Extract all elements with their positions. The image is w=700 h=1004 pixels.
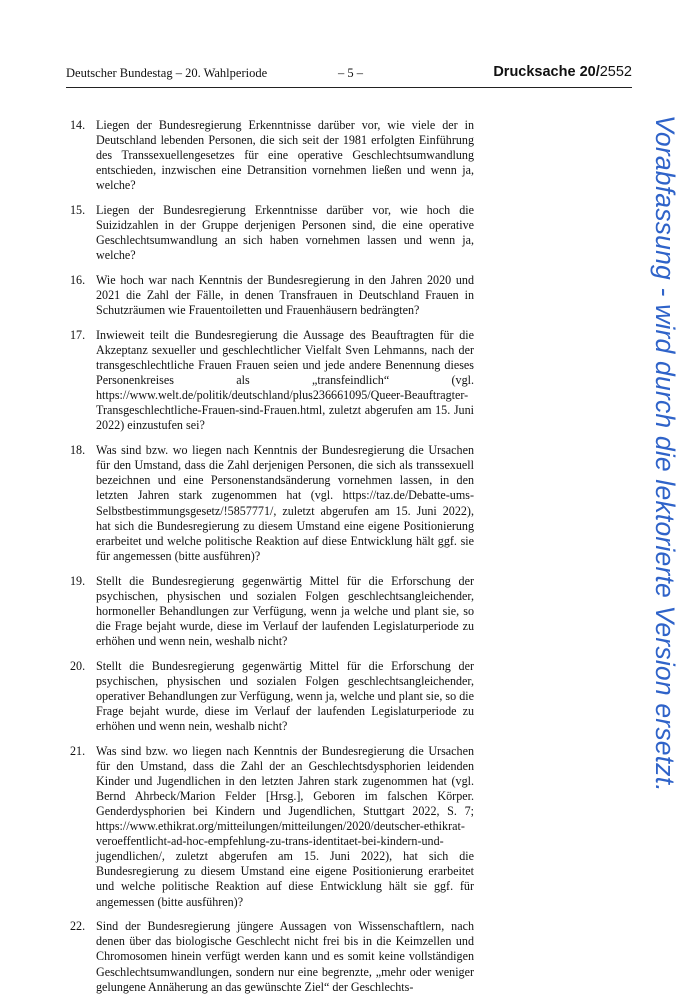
question-text: Stellt die Bundesregierung gegenwärtig Mittel für die Erforschung der psychischen, physischen und sozialen Folgen geschlechtsangleichender, hormoneller Behandlungen zur Verfügung, wenn ja welche und plant sie, so die Frage bejaht wurde, diese im Verlauf der laufenden Legislaturperiode zu erhöhen und wenn nein, weshalb nicht? [96,573,474,648]
page-header [66,66,632,88]
question-item [70,919,474,994]
header-document-label: Drucksache 20/ [493,64,600,80]
question-text: Sind der Bundesregierung jüngere Aussagen von Wissenschaftlern, nach denen über das biologische Geschlecht nicht frei bis in die Keimzellen und Chromosomen hinein verfügt werden kann und es somit keine vollständigen Geschlechtsumwandlungen, sondern nur eine begrenzte, „mehr oder weniger gelungene Annäherung an das gewünschte Ziel“ der Geschlechts- [96,919,474,994]
question-item [70,328,474,434]
question-item [70,118,474,193]
header-publication: Deutscher Bundestag – 20. Wahlperiode [66,66,268,80]
header-document-number: 2552 [599,64,632,80]
question-text: Wie hoch war nach Kenntnis der Bundesregierung in den Jahren 2020 und 2021 die Zahl der Fälle, in denen Transfrauen in Deutschland Frauen in Schutzräumen wie Frauentoiletten und Frauenhäusern bedrängten? [96,273,474,318]
question-item [70,273,474,318]
question-text: Liegen der Bundesregierung Erkenntnisse darüber vor, wie viele der in Deutschland lebenden Personen, die sich seit der 1981 erfolgten Einführung des Transsexuellengesetzes für eine operative Geschlechtsumwandlung entschieden, inzwischen eine Detransition vornehmen ließen und wenn ja, welche? [96,118,474,193]
question-number: 20. [70,658,86,673]
question-list [70,118,474,1004]
question-text: Inwieweit teilt die Bundesregierung die Aussage des Beauftragten für die Akzeptanz sexueller und geschlechtlicher Vielfalt Sven Lehmanns, nach der transgeschlechtliche Frauen Frauen seien und jede andere Benennung dieses Personenkreises als „transfeindlich“ (vgl. https://www.welt.de/politik/deutschland/plus236661095/Queer-Beauftragter-Transgeschlechtliche-Frauen-sind-Frauen.html, zuletzt abgerufen am 15. Juni 2022) einzustufen sei? [96,327,474,433]
header-page-number: – 5 – [338,66,363,80]
question-text: Was sind bzw. wo liegen nach Kenntnis der Bundesregierung die Ursachen für den Umstand, dass die Zahl derjenigen Personen, die sich als transsexuell bezeichnen und eine Personenstandsänderung vornehmen lassen, in den letzten Jahren stark zugenommen hat (vgl. https://taz.de/Debatte-ums-Selbstbestimmungsgesetz/!5857771/, zuletzt abgerufen am 15. Juni 2022), hat sich die Bundesregierung zu diesem Umstand eine eigene Positionierung erarbeitet und welche politische Reaktion auf diese Entwicklung hält ggf. sie für angemessen (bitte ausführen)? [96,443,474,563]
watermark-text: Vorabfassung - wird durch die lektorierte Version ersetzt. [650,115,680,792]
question-item [70,659,474,734]
question-number: 21. [70,743,86,758]
question-number: 22. [70,919,86,934]
header-document-id [493,64,632,80]
question-item [70,203,474,263]
question-number: 19. [70,573,86,588]
question-number: 16. [70,273,86,288]
question-text: Stellt die Bundesregierung gegenwärtig Mittel für die Erforschung der psychischen, physischen und sozialen Folgen geschlechtsangleichender, operativer Behandlungen zur Verfügung, wenn ja, welche und plant sie, so die Frage bejaht wurde, diese im Verlauf der laufenden Legislaturperiode zu erhöhen und wenn nein, weshalb nicht? [96,658,474,733]
question-item [70,574,474,649]
question-number: 14. [70,118,86,132]
header-rule [66,87,632,88]
question-item [70,443,474,564]
question-text: Was sind bzw. wo liegen nach Kenntnis der Bundesregierung die Ursachen für den Umstand, dass die Zahl der an Geschlechtsdysphorien leidenden Kinder und Jugendlichen in den letzten Jahren stark zugenommen hat (vgl. Bernd Ahrbeck/Marion Felder [Hrsg.], Geboren im falschen Körper. Genderdysphorien bei Kindern und Jugendlichen, Stuttgart 2022, S. 7; https://www.ethikrat.org/mitteilungen/mitteilungen/2020/deutscher-ethikrat-veroeffentlicht-ad-hoc-empfehlung-zu-trans-identitaet-bei-kindern-und-jugendlichen/, zuletzt abgerufen am 15. Juni 2022), hat sich die Bundesregierung zu diesem Umstand eine eigene Positionierung erarbeitet und welche politische Reaktion auf diese Entwicklung hält sie ggf. für angemessen (bitte ausführen)? [96,743,474,909]
question-number: 18. [70,443,86,458]
question-number: 17. [70,327,86,342]
question-text: Liegen der Bundesregierung Erkenntnisse darüber vor, wie hoch die Suizidzahlen in der Gruppe derjenigen Personen sind, die eine operative Geschlechtsumwandlung an sich haben vornehmen lassen und wenn ja, welche? [96,203,474,263]
question-item [70,744,474,910]
draft-watermark [645,115,685,890]
question-number: 15. [70,203,86,218]
